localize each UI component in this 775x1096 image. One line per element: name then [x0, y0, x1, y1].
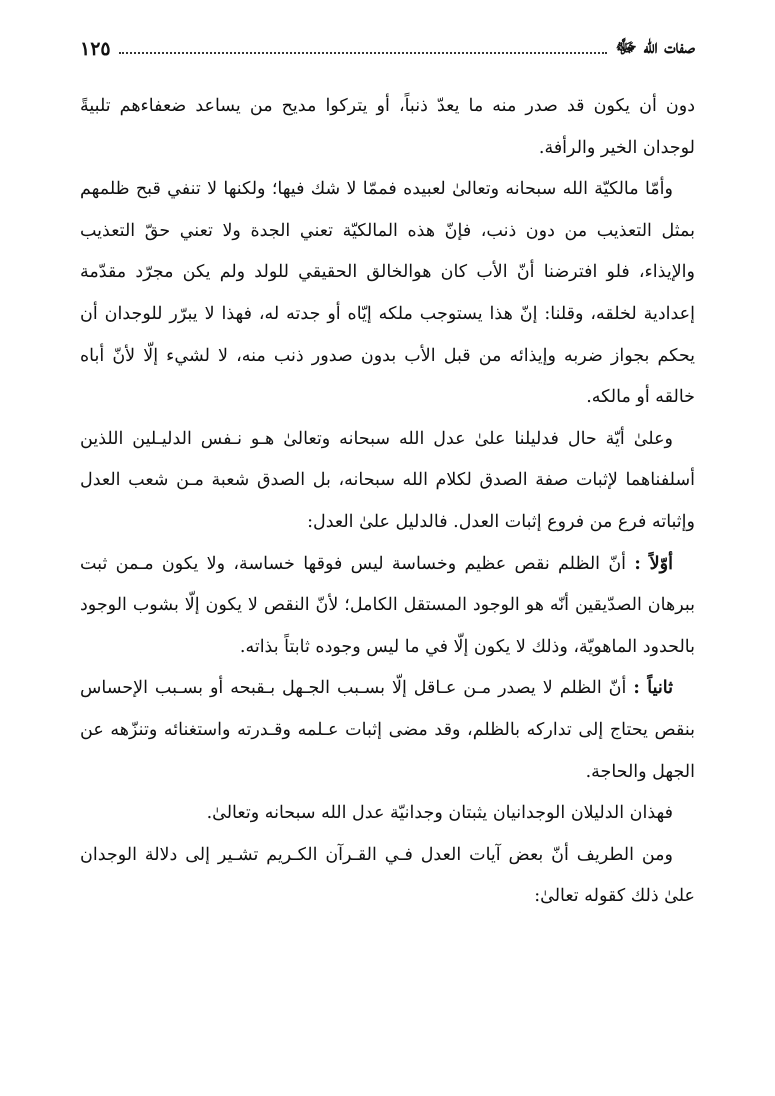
paragraph-lead: أوّلاً :	[634, 553, 673, 574]
paragraph-text: وأمّا مالكيّة الله سبحانه وتعالىٰ لعبيده فممّا لا شك فيها؛ ولكنها لا تنفي قبح ظلمهم بمثل التعذيب من دون ذنب، فإنّ هذه المالكيّة تعني الجدة ولا تعني حقّ التعذيب والإيذاء، فلو افترضنا أنّ الأب كان هوالخالق الحقيقي للولد ولم يكن مجرّد مقدّمة إعدادية لخلقه، وقلنا: إنّ هذا يستوجب ملكه إيّاه أو جدته له، فهذا لا يبرّر للوجدان أن يحكم بجواز ضربه وإيذائه من قبل الأب بدون صدور ذنب منه، لا لشيء إلّا لأنّ أباه خالقه أو مالكه.	[80, 179, 695, 408]
paragraph-1	[80, 86, 695, 169]
paragraph-7	[80, 835, 695, 918]
dotted-leader	[119, 52, 608, 54]
paragraph-text: أنّ الظلم نقص عظيم وخساسة ليس فوقها خساسة، ولا يكون مـمن ثبت ببرهان الصدّيقين أنّه هو الوجود المستقل الكامل؛ لأنّ النقص لا يكون إلّا بشوب الوجود بالحدود الماهويّة، وذلك لا يكون إلّا في ما ليس وجوده ثابتاً بذاته.	[80, 553, 695, 657]
paragraph-2	[80, 169, 695, 419]
paragraph-text: فهذان الدليلان الوجدانيان يثبتان وجدانيّة عدل الله سبحانه وتعالىٰ.	[206, 803, 673, 824]
paragraph-second-proof	[80, 668, 695, 793]
paragraph-text: وعلىٰ أيّة حال فدليلنا علىٰ عدل الله سبحانه وتعالىٰ هـو نـفس الدليـلين اللذين أسلفناهما لإثبات صفة الصدق لكلام الله سبحانه، بل الصدق شعبة مـن شعب العدل وإثباته فرع من فروع إثبات العدل. فالدليل علىٰ العدل:	[80, 428, 695, 532]
paragraph-text: أنّ الظلم لا يصدر مـن عـاقل إلّا بسـبب الجـهل بـقبحه أو بسـبب الإحساس بنقص يحتاج إلى تداركه بالظلم، وقد مضى إثبات عـلمه وقـدرته واستغنائه وتنزّهه عن الجهل والحاجة.	[80, 678, 695, 782]
paragraph-first-proof	[80, 544, 695, 669]
paragraph-3	[80, 419, 695, 544]
paragraph-text: ومن الطريف أنّ بعض آيات العدل فـي القـرآن الكـريم تشـير إلى دلالة الوجدان علىٰ ذلك كقوله تعالىٰ:	[80, 844, 695, 907]
paragraph-text: دون أن يكون قد صدر منه ما يعدّ ذنباً، أو يتركوا مديح من يساعد ضعفاءهم تلبيةً لوجدان الخير والرأفة.	[80, 96, 695, 158]
page-body	[80, 86, 695, 918]
paragraph-lead: ثانياً :	[633, 678, 673, 699]
running-title: صفات الله ﷻ	[615, 36, 695, 58]
paragraph-6	[80, 793, 695, 835]
page-number: ١٢٥	[80, 38, 111, 60]
page-header	[80, 32, 695, 66]
